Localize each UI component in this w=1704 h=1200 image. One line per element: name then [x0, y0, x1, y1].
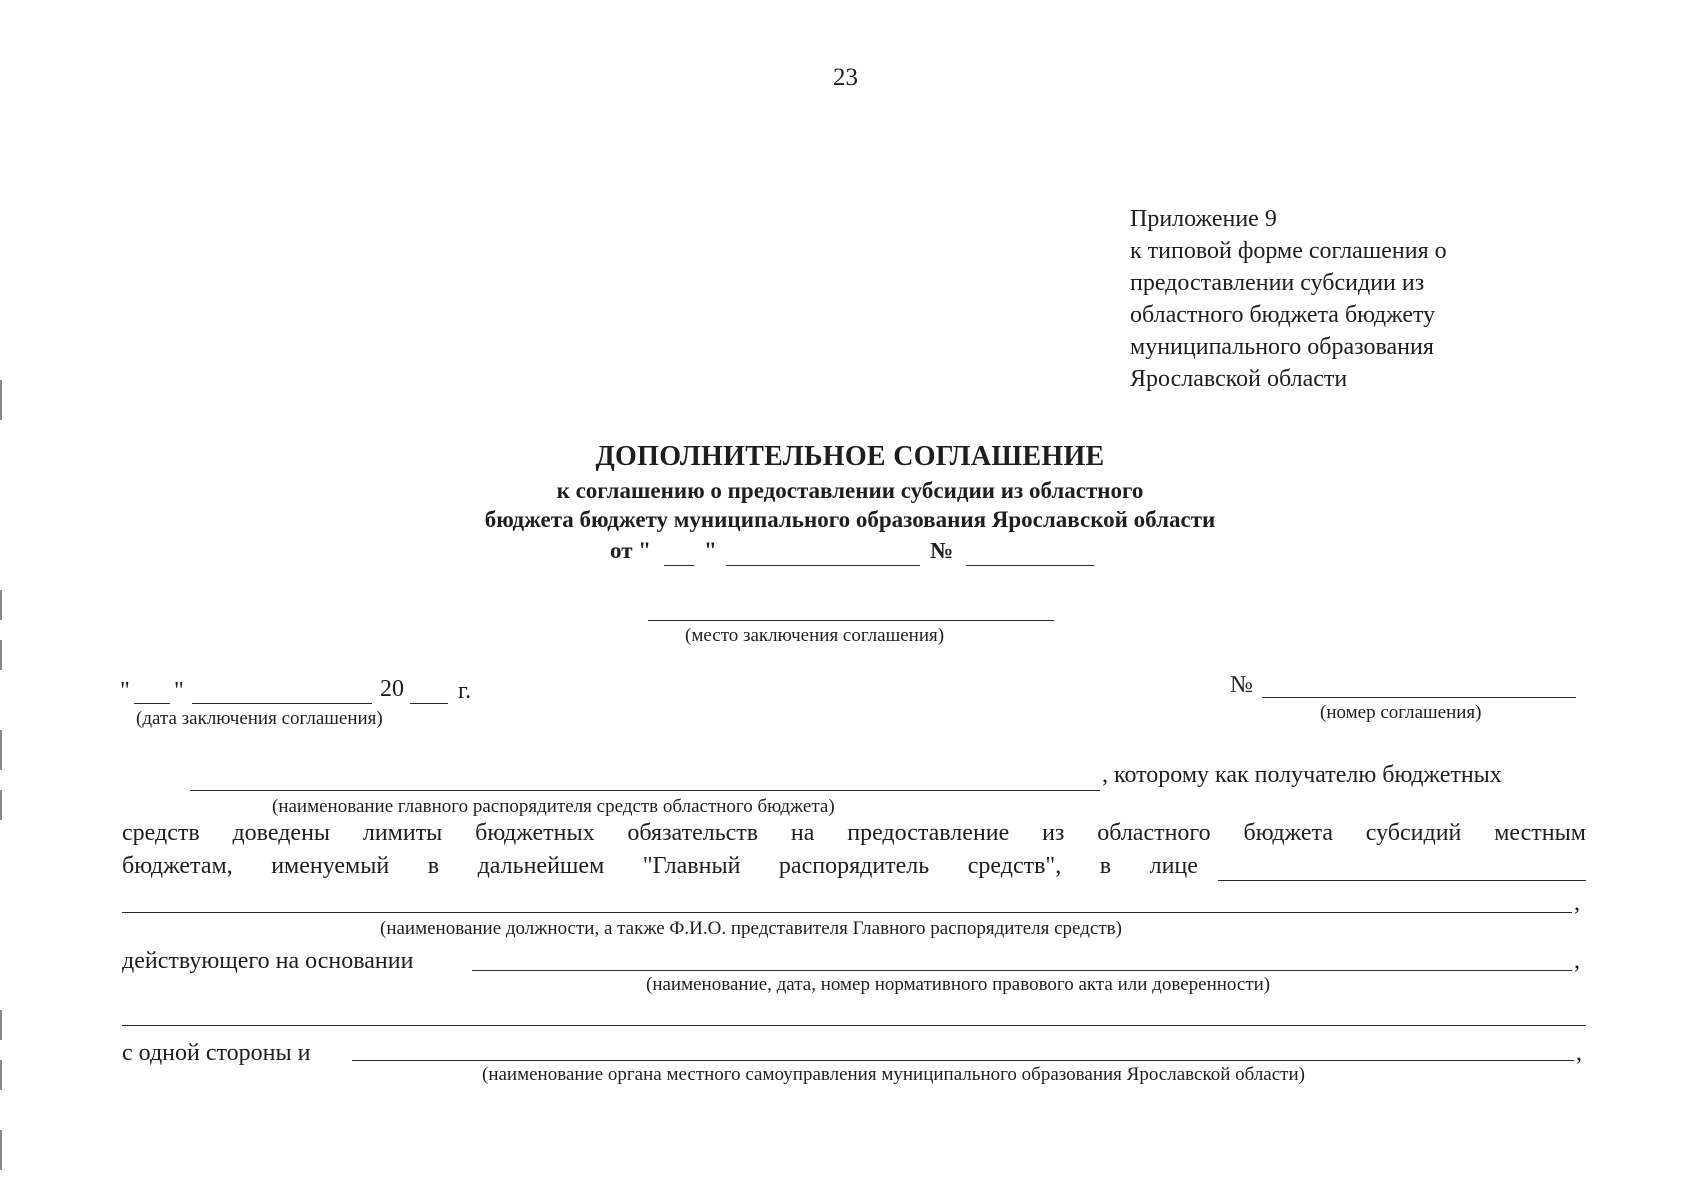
paragraph-word: доведены: [232, 820, 331, 846]
scan-edge-mark: [0, 640, 2, 670]
paragraph-word: лице: [1149, 853, 1198, 879]
place-caption: (место заключения соглашения): [685, 625, 945, 646]
date-year-blank: [410, 703, 448, 704]
paragraph-line-1: [122, 820, 1586, 847]
paragraph-word: бюджетам,: [122, 853, 233, 879]
representative-blank-2: [122, 912, 1572, 913]
date-open-quote: ": [120, 678, 130, 704]
paragraph-word: именуемый: [271, 853, 390, 879]
paragraph-word: бюджетных: [475, 820, 595, 846]
title-month-blank: [726, 565, 920, 566]
paragraph-line-2: [122, 853, 1198, 880]
appendix-line: предоставлении субсидии из: [1130, 270, 1425, 296]
one-side-comma: ,: [1576, 1040, 1582, 1066]
paragraph-word: бюджета: [1243, 820, 1333, 846]
document-subtitle-line-1: к соглашению о предоставлении субсидии из областного: [556, 478, 1144, 503]
acting-caption: (наименование, дата, номер нормативного правового акта или доверенности): [646, 974, 1271, 995]
representative-comma: ,: [1574, 890, 1580, 916]
paragraph-word: лимиты: [362, 820, 443, 846]
paragraph-word: в: [427, 853, 440, 879]
appendix-line: муниципального образования: [1130, 334, 1434, 360]
paragraph-word: предоставление: [847, 820, 1010, 846]
date-close-quote: ": [174, 678, 184, 704]
date-caption: (дата заключения соглашения): [136, 708, 383, 729]
date-day-blank: [134, 703, 170, 704]
title-number-blank: [966, 565, 1094, 566]
title-number-sign: №: [930, 538, 954, 563]
title-date-prefix: от ": [610, 538, 652, 563]
scan-edge-mark: [0, 1130, 2, 1170]
municipal-body-blank: [352, 1060, 1574, 1061]
acting-basis-blank-2: [122, 1025, 1586, 1026]
date-month-blank: [192, 703, 372, 704]
paragraph-word: средств: [122, 820, 200, 846]
title-date-quote: ": [704, 538, 717, 563]
appendix-block: [1130, 203, 1447, 395]
scan-edge-mark: [0, 1060, 2, 1090]
agreement-number-sign: №: [1230, 672, 1253, 698]
scan-edge-mark: [0, 730, 2, 770]
paragraph-word: распорядитель: [778, 853, 930, 879]
acting-label: действующего на основании: [122, 948, 414, 974]
appendix-line: Ярославской области: [1130, 366, 1348, 392]
recipient-suffix: , которому как получателю бюджетных: [1102, 762, 1502, 788]
title-day-blank: [664, 565, 694, 566]
paragraph-word: областного: [1097, 820, 1211, 846]
paragraph-word: на: [790, 820, 815, 846]
date-year-suffix: г.: [458, 678, 472, 704]
paragraph-word: субсидий: [1365, 820, 1462, 846]
document-title: ДОПОЛНИТЕЛЬНОЕ СОГЛАШЕНИЕ: [595, 441, 1105, 472]
one-side-label: с одной стороны и: [122, 1040, 311, 1066]
representative-blank-1: [1218, 880, 1586, 881]
acting-comma: ,: [1574, 948, 1580, 974]
paragraph-word: местным: [1494, 820, 1586, 846]
representative-caption: (наименование должности, а также Ф.И.О. представителя Главного распорядителя средств): [380, 918, 1122, 939]
recipient-blank: [190, 790, 1100, 791]
scan-edge-mark: [0, 590, 2, 620]
place-blank: [648, 620, 1054, 621]
scan-edge-mark: [0, 1010, 2, 1040]
paragraph-word: средств",: [967, 853, 1062, 879]
one-side-caption: (наименование органа местного самоуправления муниципального образования Ярославской области): [482, 1064, 1305, 1085]
scan-edge-mark: [0, 790, 2, 820]
paragraph-word: "Главный: [642, 853, 741, 879]
agreement-number-blank: [1262, 697, 1576, 698]
paragraph-word: дальнейшем: [477, 853, 605, 879]
date-year-prefix: 20: [380, 676, 404, 702]
appendix-line: Приложение 9: [1130, 206, 1277, 232]
paragraph-word: обязательств: [627, 820, 759, 846]
agreement-number-caption: (номер соглашения): [1320, 702, 1482, 723]
recipient-caption: (наименование главного распорядителя средств областного бюджета): [272, 796, 835, 817]
document-subtitle-line-2: бюджета бюджету муниципального образования Ярославской области: [484, 507, 1216, 532]
acting-basis-blank: [472, 970, 1572, 971]
page-number: 23: [833, 64, 858, 91]
appendix-line: к типовой форме соглашения о: [1130, 238, 1447, 264]
appendix-line: областного бюджета бюджету: [1130, 302, 1436, 328]
paragraph-word: из: [1042, 820, 1065, 846]
paragraph-word: в: [1099, 853, 1112, 879]
scan-edge-mark: [0, 380, 2, 420]
